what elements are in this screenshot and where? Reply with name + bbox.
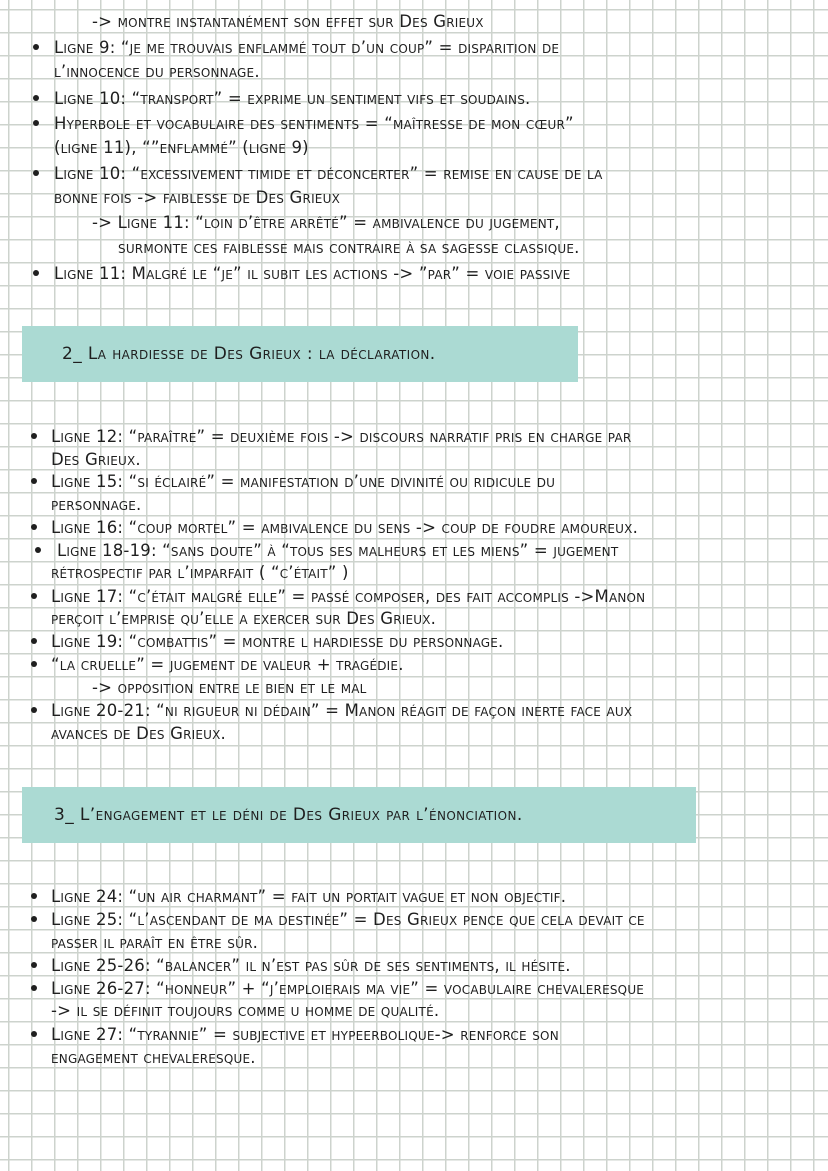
- text-line: l’innocence du personnage.: [54, 62, 260, 81]
- bullet-icon: [33, 95, 39, 101]
- text-line: -> il se définit toujours comme u homme de qualité.: [51, 1001, 440, 1020]
- bullet-icon: [31, 962, 37, 968]
- section-3-banner: [22, 787, 696, 843]
- text-line: Ligne 11: Malgré le “je” il subit les actions -> ”par” = voie passive: [54, 264, 571, 283]
- text-line: Ligne 15: “si éclairé” = manifestation d’une divinité ou ridicule du: [51, 472, 556, 491]
- text-line: Ligne 17: “c’était malgré elle” = passé composer, des fait accomplis ->Manon: [51, 587, 646, 606]
- text-line: Ligne 25: “l’ascendant de ma destinée” = Des Grieux pence que cela devait ce: [51, 910, 645, 929]
- text-line: Ligne 10: “excessivement timide et déconcerter” = remise en cause de la: [54, 164, 603, 183]
- text-line: Ligne 27: “tyrannie” = subjective et hypeerbolique-> renforce son: [51, 1025, 559, 1044]
- text-line: Hyperbole et vocabulaire des sentiments = “maîtresse de mon cœur”: [54, 114, 574, 133]
- bullet-icon: [31, 1031, 37, 1037]
- bullet-icon: [31, 893, 37, 899]
- bullet-icon: [33, 120, 39, 126]
- bullet-icon: [31, 661, 37, 667]
- text-line: passer il paraît en être sûr.: [51, 933, 259, 952]
- bullet-icon: [35, 547, 41, 553]
- bullet-icon: [31, 478, 37, 484]
- text-line: rétrospectif par l’imparfait ( “c’était” ): [51, 563, 349, 582]
- text-line: Ligne 9: “je me trouvais enflammé tout d’un coup” = disparition de: [54, 38, 560, 57]
- bullet-icon: [31, 433, 37, 439]
- section-2-title: 2_ La hardiesse de Des Grieux : la déclaration.: [62, 344, 436, 364]
- text-line: Ligne 10: “transport” = exprime un sentiment vifs et soudains.: [54, 89, 531, 108]
- bullet-icon: [31, 985, 37, 991]
- text-line: Ligne 25-26: “balancer” il n’est pas sûr de ses sentiments, il hésite.: [51, 956, 571, 975]
- text-line: surmonte ces faiblesse mais contraire à sa sagesse classique.: [118, 238, 580, 257]
- bullet-icon: [31, 593, 37, 599]
- text-line: -> opposition entre le bien et le mal: [92, 678, 367, 697]
- text-line: (ligne 11), “”enflammé” (ligne 9): [54, 138, 309, 157]
- text-line: Ligne 26-27: “honneur” + “j’emploierais ma vie” = vocabulaire chevaleresque: [51, 979, 645, 998]
- text-line: engagement chevaleresque.: [51, 1048, 256, 1067]
- bullet-icon: [33, 44, 39, 50]
- text-line: personnage.: [51, 495, 142, 514]
- text-line: -> montre instantanément son effet sur Des Grieux: [92, 12, 484, 31]
- text-line: Ligne 20-21: “ni rigueur ni dédain” = Manon réagit de façon inerte face aux: [51, 701, 633, 720]
- bullet-icon: [31, 638, 37, 644]
- text-line: perçoit l’emprise qu’elle a exercer sur Des Grieux.: [51, 609, 437, 628]
- bullet-icon: [31, 707, 37, 713]
- text-line: avances de Des Grieux.: [51, 724, 227, 743]
- text-line: bonne fois -> faiblesse de Des Grieux: [54, 188, 340, 207]
- section-3-title: 3_ L’engagement et le déni de Des Grieux par l’énonciation.: [54, 805, 523, 825]
- text-line: Des Grieux.: [51, 450, 141, 469]
- text-line: -> Ligne 11: “loin d’être arrêté” = ambivalence du jugement,: [92, 213, 560, 232]
- bullet-icon: [33, 170, 39, 176]
- text-line: Ligne 12: “paraître” = deuxième fois -> discours narratif pris en charge par: [51, 427, 632, 446]
- text-line: Ligne 19: “combattis” = montre l hardiesse du personnage.: [51, 632, 504, 651]
- text-line: “la cruelle” = jugement de valeur + tragédie.: [51, 655, 404, 674]
- bullet-icon: [33, 270, 39, 276]
- text-line: Ligne 16: “coup mortel” = ambivalence du sens -> coup de foudre amoureux.: [51, 518, 639, 537]
- bullet-icon: [31, 524, 37, 530]
- section-2-banner: [22, 326, 578, 382]
- bullet-icon: [31, 916, 37, 922]
- text-line: Ligne 18-19: “sans doute” à “tous ses malheurs et les miens” = jugement: [57, 541, 619, 560]
- text-line: Ligne 24: “un air charmant” = fait un portait vague et non objectif.: [51, 887, 567, 906]
